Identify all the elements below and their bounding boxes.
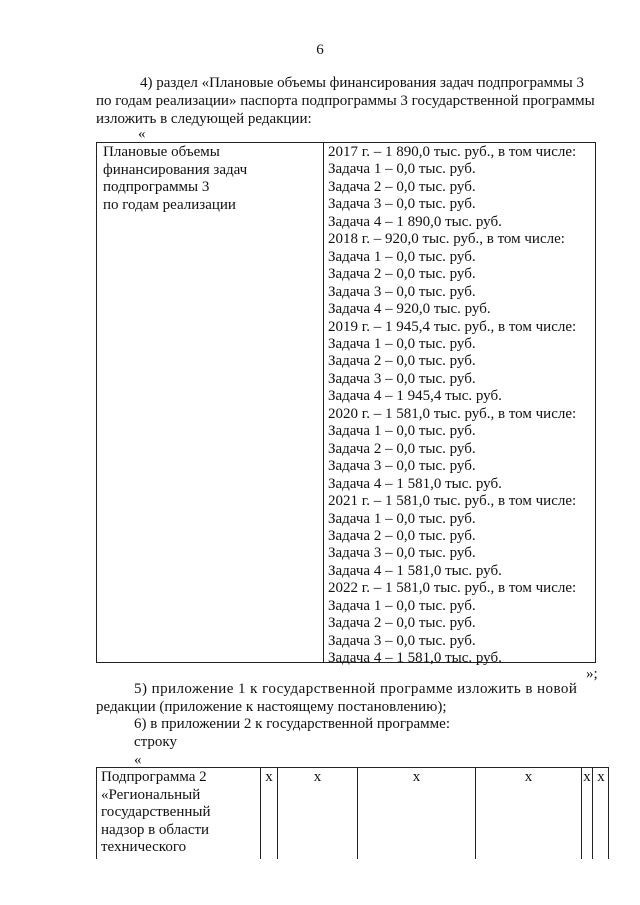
table-cell-x: x bbox=[583, 769, 591, 785]
table-cell-x: x bbox=[597, 769, 605, 785]
value-line: Задача 1 – 0,0 тыс. руб. bbox=[328, 510, 476, 527]
item-6-paragraph: 6) в приложении 2 к государственной программе: bbox=[134, 716, 450, 732]
table-column-divider bbox=[323, 143, 324, 662]
value-line: 2020 г. – 1 581,0 тыс. руб., в том числе: bbox=[328, 405, 577, 422]
value-line: Задача 3 – 0,0 тыс. руб. bbox=[328, 370, 476, 387]
value-line: Задача 4 – 1 581,0 тыс. руб. bbox=[328, 650, 502, 667]
value-line: 2017 г. – 1 890,0 тыс. руб., в том числе: bbox=[328, 144, 577, 160]
name-line: «Региональный bbox=[101, 786, 201, 803]
value-line: Задача 1 – 0,0 тыс. руб. bbox=[328, 161, 476, 178]
table-cell-x: x bbox=[412, 769, 421, 785]
name-line: надзор в области bbox=[101, 821, 210, 838]
value-line: Задача 4 – 1 945,4 тыс. руб. bbox=[328, 388, 502, 405]
value-line: 2022 г. – 1 581,0 тыс. руб., в том числе: bbox=[328, 580, 577, 597]
open-quote: « bbox=[138, 126, 146, 142]
value-line: 2019 г. – 1 945,4 тыс. руб., в том числе: bbox=[328, 318, 577, 335]
value-line: 2018 г. – 920,0 тыс. руб., в том числе: bbox=[328, 231, 565, 248]
name-line: Подпрограмма 2 bbox=[101, 769, 207, 785]
table-cell-x: x bbox=[265, 769, 273, 785]
value-line: Задача 3 – 0,0 тыс. руб. bbox=[328, 196, 476, 213]
financing-table bbox=[96, 142, 596, 667]
subprogram-name-cell bbox=[101, 769, 261, 857]
label-line: подпрограммы 3 bbox=[103, 179, 210, 195]
label-line: по годам реализации bbox=[103, 196, 236, 213]
item-7-text: строку bbox=[134, 734, 177, 750]
value-line: Задача 4 – 920,0 тыс. руб. bbox=[328, 301, 491, 318]
value-line: 2021 г. – 1 581,0 тыс. руб., в том числе: bbox=[328, 493, 577, 510]
label-line: финансирования задач bbox=[103, 161, 248, 178]
value-line: Задача 3 – 0,0 тыс. руб. bbox=[328, 283, 476, 300]
value-line: Задача 1 – 0,0 тыс. руб. bbox=[328, 597, 476, 614]
value-line: Задача 1 – 0,0 тыс. руб. bbox=[328, 423, 476, 440]
value-line: Задача 3 – 0,0 тыс. руб. bbox=[328, 545, 476, 562]
item-5-line: редакции (приложение к настоящему постановлению); bbox=[96, 699, 447, 715]
value-line: Задача 4 – 1 581,0 тыс. руб. bbox=[328, 562, 502, 579]
open-quote: « bbox=[134, 752, 142, 768]
value-line: Задача 3 – 0,0 тыс. руб. bbox=[328, 632, 476, 649]
intro-line: по годам реализации» паспорта подпрограммы 3 государственной программы bbox=[96, 93, 595, 109]
name-line: технического bbox=[101, 839, 187, 855]
label-line: Плановые объемы bbox=[103, 144, 220, 160]
value-line: Задача 3 – 0,0 тыс. руб. bbox=[328, 458, 476, 475]
value-line: Задача 1 – 0,0 тыс. руб. bbox=[328, 335, 476, 352]
subprogram-table bbox=[96, 767, 609, 859]
table-cell-x: x bbox=[313, 769, 322, 785]
value-line: Задача 2 – 0,0 тыс. руб. bbox=[328, 178, 476, 195]
close-quote: »; bbox=[586, 666, 598, 682]
value-line: Задача 2 – 0,0 тыс. руб. bbox=[328, 266, 476, 283]
intro-paragraph bbox=[96, 74, 596, 128]
page-number: 6 bbox=[316, 42, 324, 58]
value-line: Задача 2 – 0,0 тыс. руб. bbox=[328, 615, 476, 632]
value-line: Задача 2 – 0,0 тыс. руб. bbox=[328, 440, 476, 457]
intro-line: изложить в следующей редакции: bbox=[96, 111, 312, 127]
value-line: Задача 2 – 0,0 тыс. руб. bbox=[328, 527, 476, 544]
value-line: Задача 4 – 1 581,0 тыс. руб. bbox=[328, 475, 502, 492]
table-cell-x: x bbox=[524, 769, 533, 785]
financing-table-values-cell bbox=[328, 144, 594, 668]
item-5-paragraph bbox=[96, 680, 596, 716]
intro-line: 4) раздел «Плановые объемы финансирования задач подпрограммы 3 bbox=[140, 75, 584, 91]
item-5-line: 5) приложение 1 к государственной программе изложить в новой bbox=[134, 681, 578, 697]
financing-table-label-cell bbox=[103, 144, 318, 214]
value-line: Задача 4 – 1 890,0 тыс. руб. bbox=[328, 213, 502, 230]
value-line: Задача 1 – 0,0 тыс. руб. bbox=[328, 248, 476, 265]
value-line: Задача 2 – 0,0 тыс. руб. bbox=[328, 353, 476, 370]
name-line: государственный bbox=[101, 804, 211, 820]
